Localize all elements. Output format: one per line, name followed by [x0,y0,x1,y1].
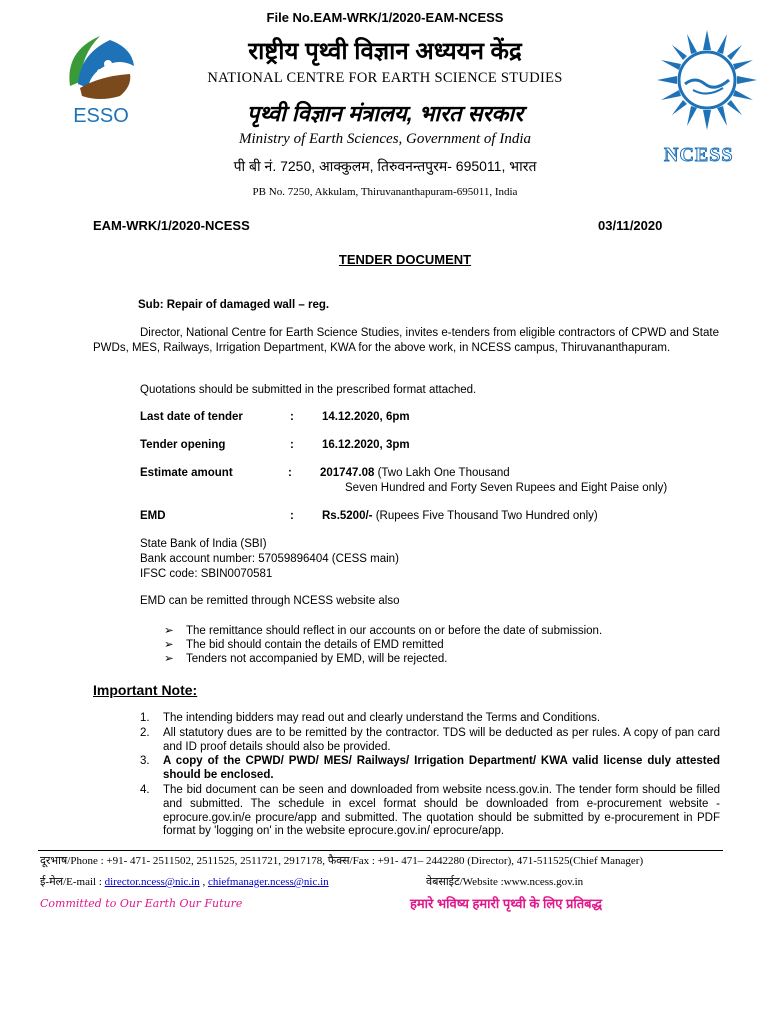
file-number: File No.EAM-WRK/1/2020-EAM-NCESS [266,10,504,25]
important-note-heading: Important Note: [93,682,198,698]
document-title: TENDER DOCUMENT [338,252,472,267]
reference-number: EAM-WRK/1/2020-NCESS [93,218,250,233]
arrow-bullet-icon: ➢ [164,639,174,651]
footer-divider [38,850,723,851]
bank-account: Bank account number: 57059896404 (CESS main) [140,553,399,565]
hindi-address: पी बी नं. 7250, आक्कुलम, तिरुवनन्तपुरम- 695011, भारत [233,158,537,174]
detail-value: Rs.5200/- (Rupees Five Thousand Two Hundred only) [322,510,598,522]
detail-label: EMD [140,510,166,522]
chief-manager-email-link[interactable]: chiefmanager.ncess@nic.in [207,876,329,888]
detail-colon: : [290,411,294,423]
english-ministry: Ministry of Earth Sciences, Government of India [238,131,532,147]
emd-remit-note: EMD can be remitted through NCESS website also [140,595,400,607]
detail-colon: : [288,467,292,479]
footer-website: वेबसाईट/Website :www.ncess.gov.in [426,876,584,888]
hindi-institute-name: राष्ट्रीय पृथ्वी विज्ञान अध्ययन केंद्र [248,38,522,65]
list-item: ➢ Tenders not accompanied by EMD, will be rejected. [164,653,448,665]
detail-label: Estimate amount [140,467,233,479]
detail-colon: : [290,439,294,451]
detail-value: 14.12.2020, 6pm [322,411,410,423]
footer-motto-hindi: हमारे भविष्य हमारी पृथ्वी के लिए प्रतिबद्ध [410,896,602,911]
quotation-note: Quotations should be submitted in the prescribed format attached. [140,384,477,396]
list-item: 2. All statutory dues are to be remitted by the contractor. TDS will be deducted as per rules. A copy of pan card and ID proof details should also be provided. [140,726,720,753]
list-item: 4. The bid document can be seen and downloaded from website ncess.gov.in. The tender form should be filled and submitted. The schedule in excel format should be downloaded from e-procurement website - eprocure.gov.in/e procure/app and submitted. The quotation should be submitted by e-procurement in PDF format by 'logging on' in the website eprocure.gov.in/ eprocure/app. [140,783,720,838]
intro-paragraph: Director, National Centre for Earth Science Studies, invites e-tenders from eligible contractors of CPWD and State PWDs, MES, Railways, Irrigation Department, KWA for the above work, in NCESS campus, Thiruvananthapuram. [93,327,719,354]
director-email-link[interactable]: director.ncess@nic.in [104,876,200,888]
detail-value: 201747.08 (Two Lakh One Thousand [320,467,510,479]
list-item: ➢ The bid should contain the details of EMD remitted [164,639,444,651]
esso-logo [60,26,142,126]
english-institute-name: NATIONAL CENTRE FOR EARTH SCIENCE STUDIES [207,70,563,86]
reference-date: 03/11/2020 [598,218,663,233]
arrow-bullet-icon: ➢ [164,653,174,665]
esso-logo-text: ESSO [73,105,129,126]
footer-email: ई-मेल/E-mail : director.ncess@nic.in , chiefmanager.ncess@nic.in [40,876,329,888]
hindi-ministry: पृथ्वी विज्ञान मंत्रालय, भारत सरकार [246,101,524,126]
footer-motto-english: Committed to Our Earth Our Future [40,897,243,910]
bank-details [140,537,399,582]
detail-label: Last date of tender [140,411,243,423]
ncess-logo-text: NCESS [664,144,734,166]
bank-ifsc: IFSC code: SBIN0070581 [140,568,273,580]
detail-label: Tender opening [140,439,226,451]
arrow-bullet-icon: ➢ [164,625,174,637]
subject-line: Sub: Repair of damaged wall – reg. [138,299,330,311]
ncess-sun-logo [655,28,759,132]
english-address: PB No. 7250, Akkulam, Thiruvananthapuram-695011, India [252,186,518,198]
emd-bullet-list [160,624,602,666]
list-item: 1. The intending bidders may read out and clearly understand the Terms and Conditions. [140,712,601,724]
footer-phone: दूरभाष/Phone : +91- 471- 2511502, 2511525, 2511721, 2917178, फैक्स/Fax : +91- 471– 2442280 (Director), 471-511525(Chief Manager) [40,855,644,867]
detail-value: 16.12.2020, 3pm [322,439,410,451]
detail-colon: : [290,510,294,522]
bank-name: State Bank of India (SBI) [140,538,267,550]
list-item: ➢ The remittance should reflect in our accounts on or before the date of submission. [164,625,603,637]
important-notes-list [140,712,720,839]
detail-value-line2: Seven Hundred and Forty Seven Rupees and Eight Paise only) [345,482,668,494]
list-item: 3. A copy of the CPWD/ PWD/ MES/ Railways/ Irrigation Department/ KWA valid license duly attested should be enclosed. [140,755,720,782]
